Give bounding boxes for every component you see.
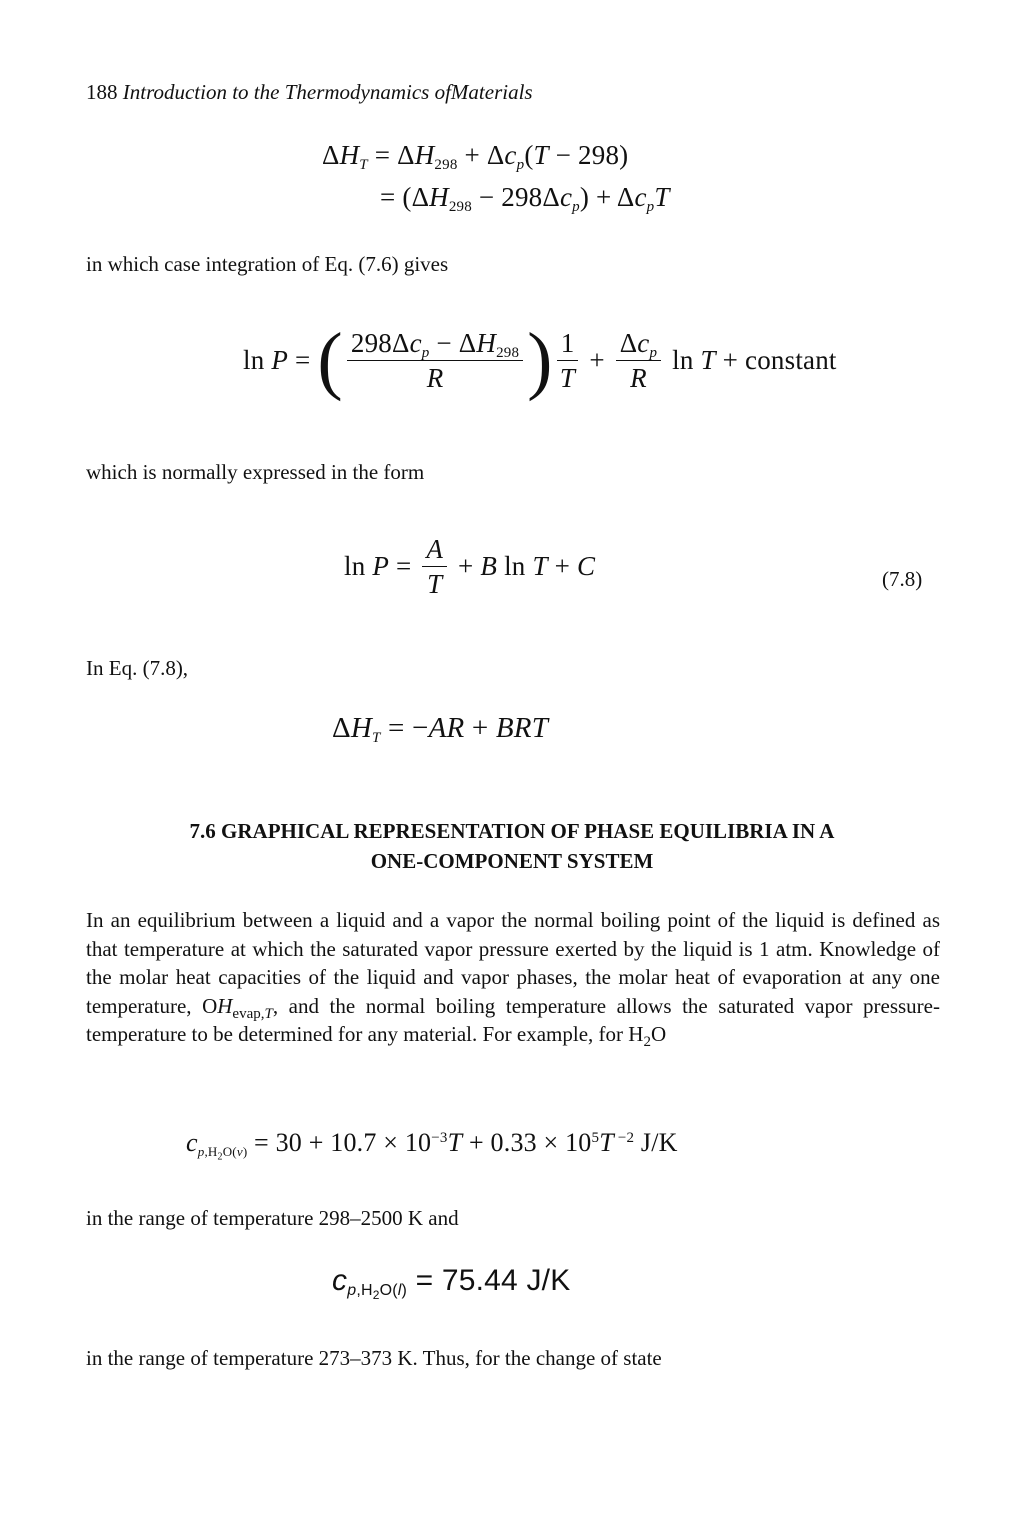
paragraph-normal-form: which is normally expressed in the form xyxy=(86,460,425,484)
symbol-h: H xyxy=(217,993,233,1018)
paragraph-boiling-point xyxy=(86,906,940,1049)
subscript-evap: evap, xyxy=(232,1005,265,1022)
subscript-2: 2 xyxy=(643,1034,651,1050)
section-heading-line-2: ONE-COMPONENT SYSTEM xyxy=(370,849,654,873)
book-title: Introduction to the Thermodynamics ofMaterials xyxy=(122,80,533,104)
paragraph-range-vapor: in the range of temperature 298–2500 K and xyxy=(86,1206,459,1230)
paragraph-range-liquid: in the range of temperature 273–373 K. Thus, for the change of state xyxy=(86,1346,662,1370)
equation-ln-p-integrated: ln P = ( $\frac{298\Delta c_p - \Delta H_{298}}{R}$ ) $\frac{1}{T}$ + $\frac{\Delta c_p}{R}$ ln T + constant xyxy=(243,318,837,402)
equation-enthalpy-line-1: $\Delta H_T = \Delta H_{298} + \Delta c_p(T - 298)$ xyxy=(322,140,629,173)
paragraph-in-eq-7-8: In Eq. (7.8), xyxy=(86,656,189,680)
subscript-t: T xyxy=(264,1005,273,1022)
equation-cp-water-liquid: $c_{p,H_2O(l)} = 75.44$ J/K xyxy=(332,1264,571,1303)
section-heading-line-1: 7.6 GRAPHICAL REPRESENTATION OF PHASE EQUILIBRIA IN A xyxy=(189,819,835,843)
paragraph-4-part-3: O xyxy=(650,1022,667,1046)
equation-7-8: ln P = $\frac{A}{T}$ + B ln T + C xyxy=(344,534,596,599)
running-header xyxy=(86,80,533,105)
paragraph-4-part-1: In an equilibrium between a liquid and a vapor the normal boiling point of the liquid is defined as that temperature at which the saturated vapor pressure exerted by the liquid is 1 atm. Knowledge of the molar heat capacities of the liquid and vapor phases, the molar heat of evaporation at any one temperature, O xyxy=(86,908,940,1018)
equation-number-7-8: (7.8) xyxy=(882,567,923,591)
paragraph-integration: in which case integration of Eq. (7.6) gives xyxy=(86,252,449,276)
equation-cp-water-vapor: $c_{p,H_2O(v)} = 30 + 10.7 \times 10^{-3}T + 0.33 \times 10^5T$ $^{-2}$ J/K xyxy=(186,1128,678,1163)
equation-delta-h-ar-brt: $\Delta H_T = -AR$ + BRT xyxy=(332,712,549,746)
paragraph-4-part-2: , and the normal boiling temperature allows the saturated vapor pressure-temperature to be determined for any material. For example, for H xyxy=(86,993,940,1046)
page-number: 188 xyxy=(86,80,118,104)
section-heading xyxy=(86,816,938,876)
equation-enthalpy-line-2: = $(\Delta H_{298} - 298\Delta c_p) + \Delta c_pT$ xyxy=(380,182,670,215)
